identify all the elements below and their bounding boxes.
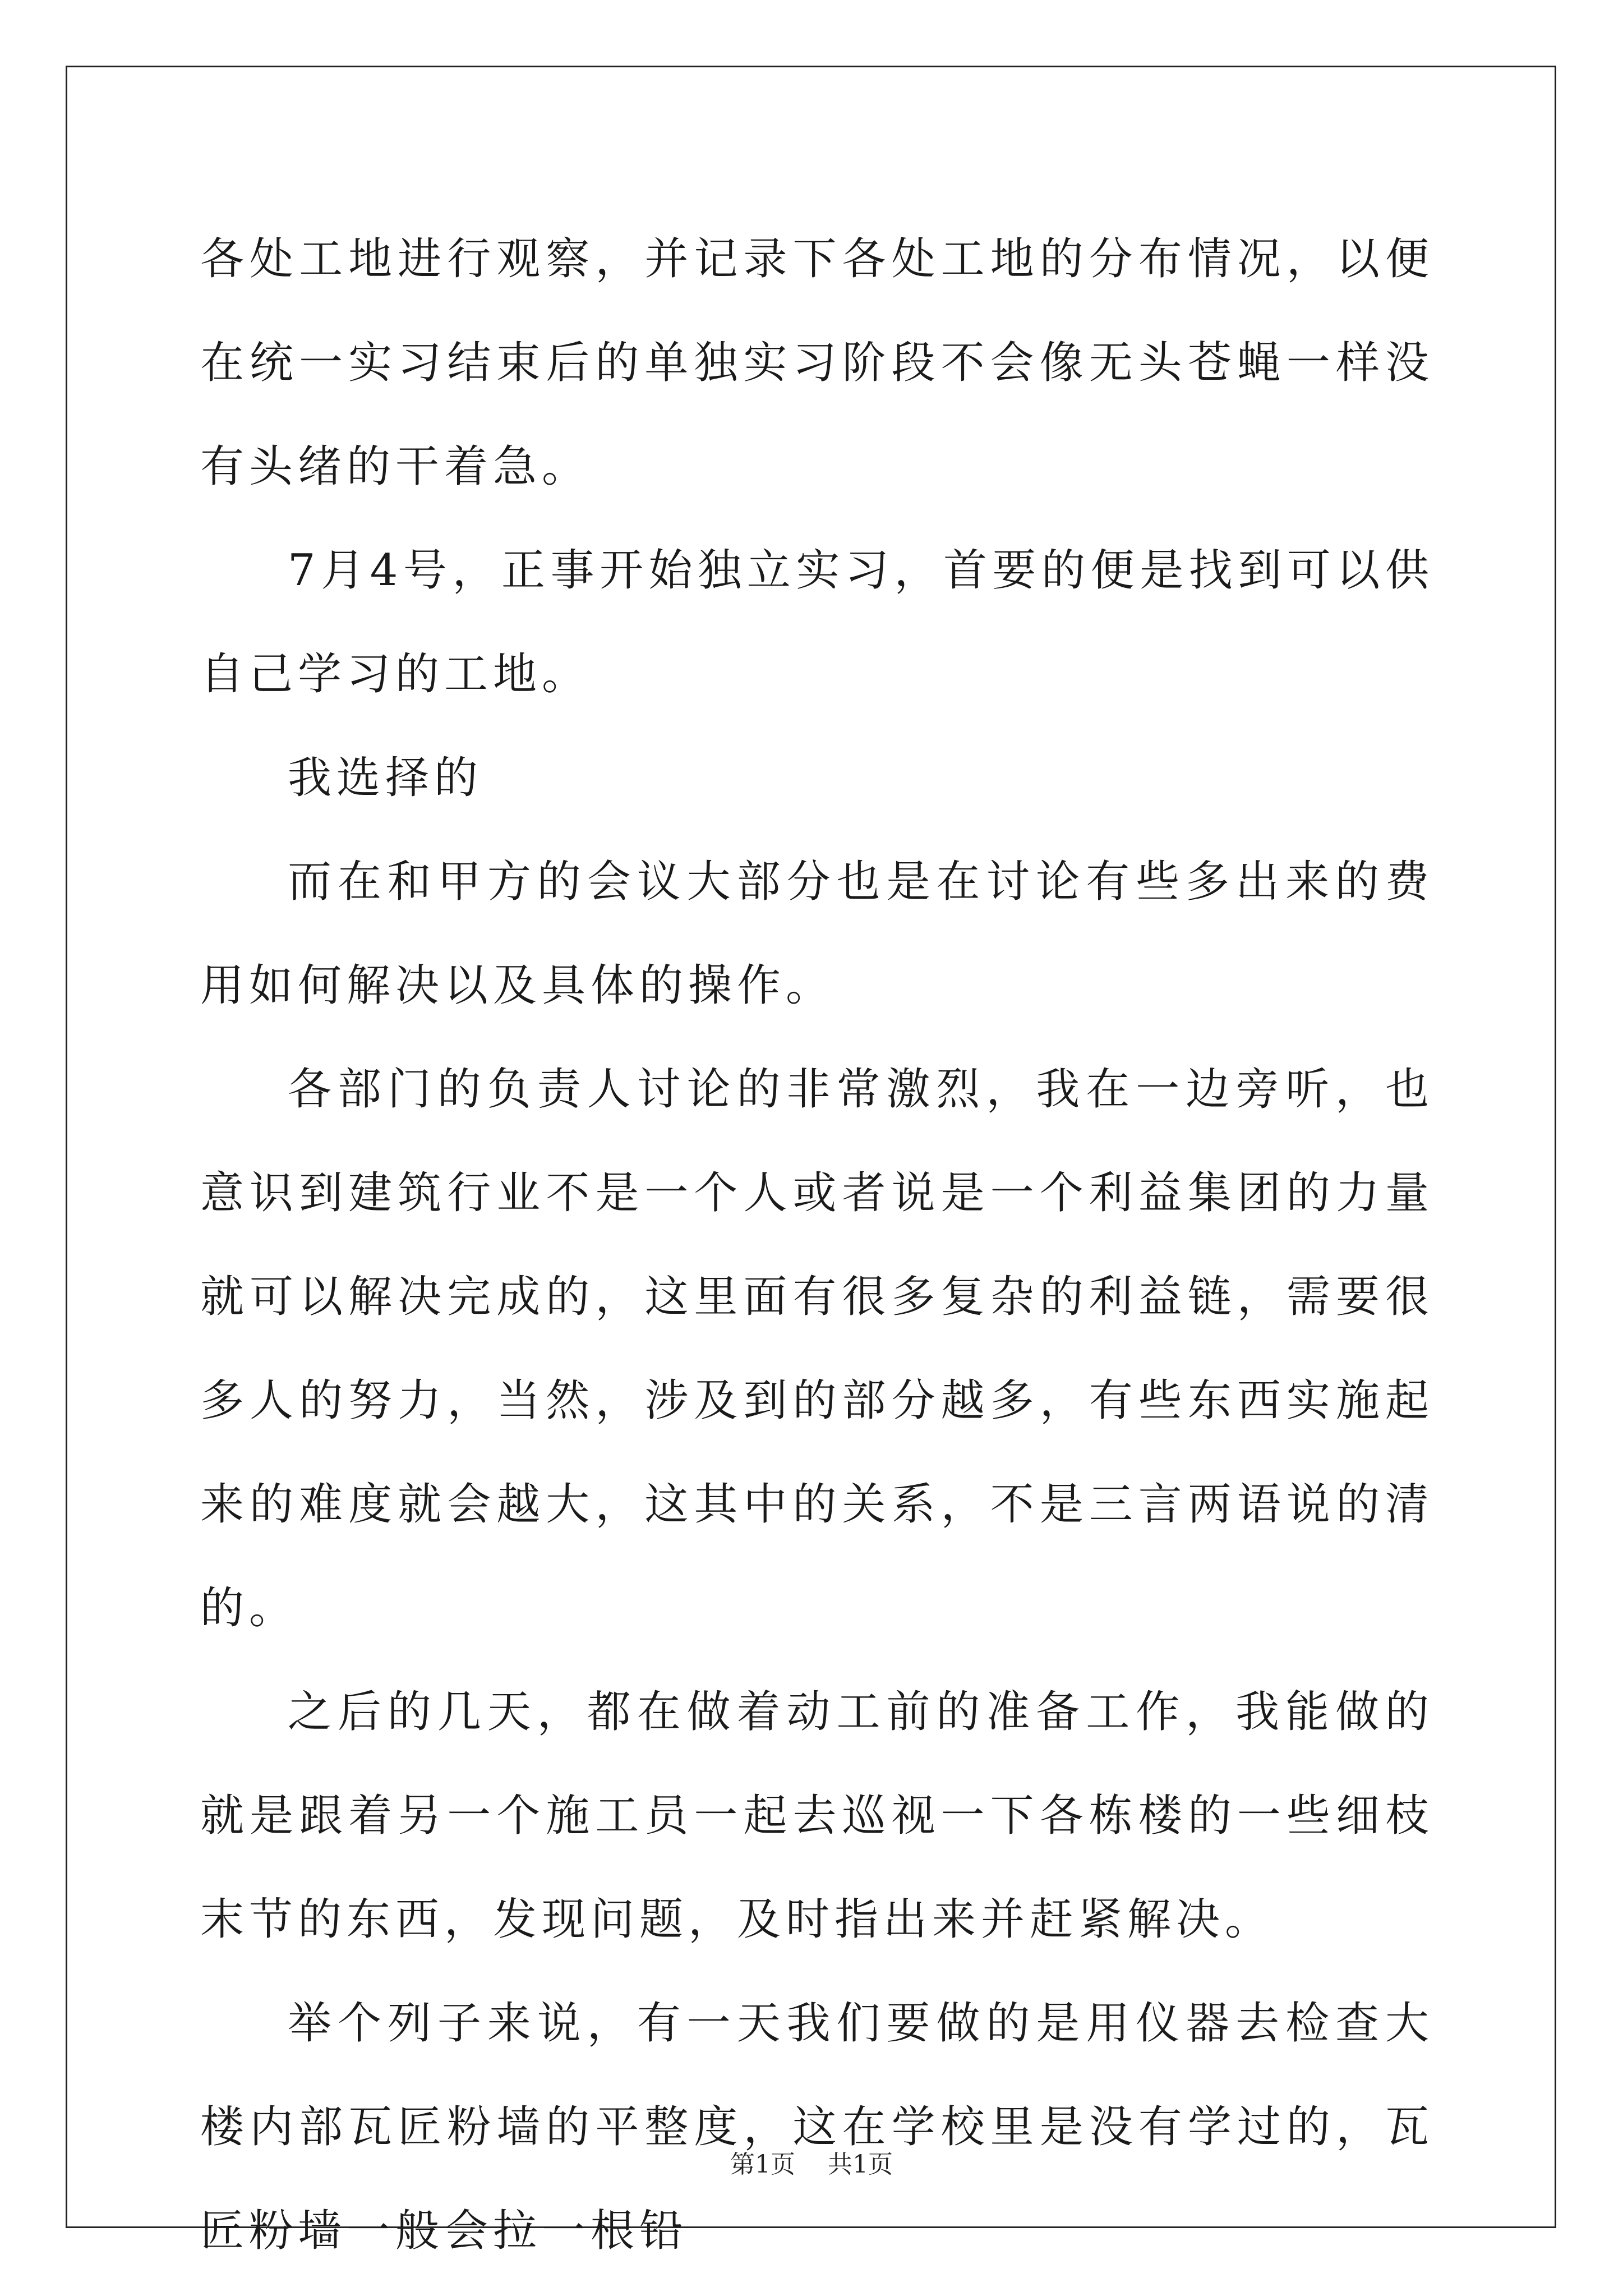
paragraph-7: 举个列子来说，有一天我们要做的是用仪器去检查大楼内部瓦匠粉墙的平整度，这在学校里是没有学过的，瓦匠粉墙一般会拉一根铅 [200, 1998, 1434, 2256]
page-footer [0, 2144, 1623, 2180]
paragraph-6: 之后的几天，都在做着动工前的准备工作，我能做的就是跟着另一个施工员一起去巡视一下各栋楼的一些细枝末节的东西，发现问题，及时指出来并赶紧解决。 [200, 1687, 1434, 1945]
document-body [200, 208, 1434, 2283]
paragraph-3: 我选择的 [288, 753, 483, 803]
page-number: 第1页 [730, 2150, 795, 2179]
paragraph-5: 各部门的负责人讨论的非常激烈，我在一边旁听，也意识到建筑行业不是一个人或者说是一个利益集团的力量就可以解决完成的，这里面有很多复杂的利益链，需要很多人的努力，当然，涉及到的部分越多，有些东西实施起来的难度就会越大，这其中的关系，不是三言两语说的清的。 [200, 1064, 1434, 1634]
page-total: 共1页 [828, 2150, 893, 2179]
paragraph-2: 7月4号，正事开始独立实习，首要的便是找到可以供自己学习的工地。 [200, 545, 1434, 700]
paragraph-4: 而在和甲方的会议大部分也是在讨论有些多出来的费用如何解决以及具体的操作。 [200, 857, 1434, 1011]
paragraph-1: 各处工地进行观察，并记录下各处工地的分布情况，以便在统一实习结束后的单独实习阶段不会像无头苍蝇一样没有头绪的干着急。 [200, 234, 1434, 492]
